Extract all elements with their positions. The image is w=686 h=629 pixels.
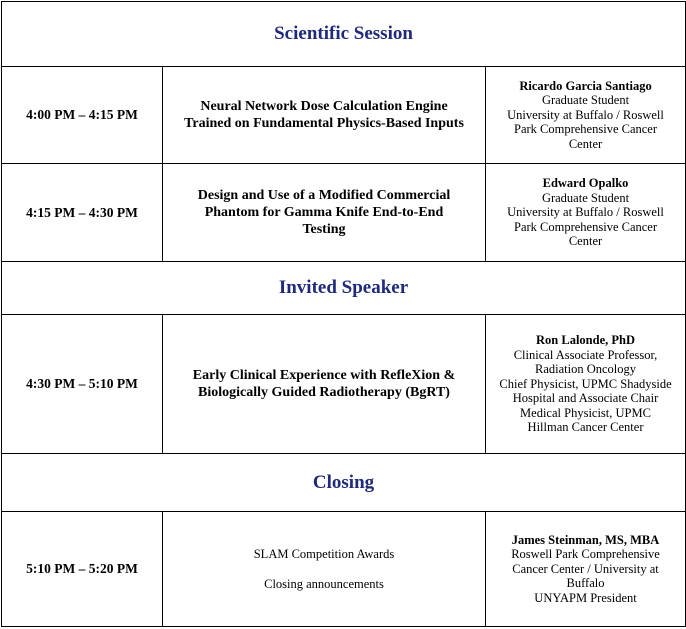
speaker-affiliation: Cancer Center / University at: [512, 561, 659, 576]
speaker-affiliation: Graduate Student: [541, 93, 630, 108]
speaker-info: [486, 67, 686, 164]
speaker-affiliation: University at Buffalo / Roswell: [507, 107, 664, 122]
session-row: [2, 67, 686, 164]
speaker-affiliation: Roswell Park Comprehensive: [511, 547, 660, 562]
speaker-affiliation: Center: [568, 234, 603, 249]
speaker-affiliation: UNYAPM President: [534, 590, 637, 605]
section-title-closing: Closing: [2, 454, 686, 512]
speaker-affiliation: Hillman Cancer Center: [527, 420, 644, 435]
speaker-affiliation: Park Comprehensive Cancer: [514, 122, 658, 137]
title-line: SLAM Competition Awards: [253, 546, 395, 561]
title-line: Design and Use of a Modified Commercial: [197, 188, 451, 203]
speaker-info: [486, 164, 686, 262]
section-title-scientific: Scientific Session: [2, 2, 686, 67]
session-title: [163, 164, 486, 262]
speaker-affiliation: Center: [568, 136, 603, 151]
session-row: [2, 164, 686, 262]
speaker-affiliation: Buffalo: [566, 576, 605, 591]
speaker-affiliation: Medical Physicist, UPMC: [520, 405, 651, 420]
session-title: [163, 315, 486, 454]
speaker-affiliation: Park Comprehensive Cancer: [514, 219, 658, 234]
title-line: Phantom for Gamma Knife End-to-End: [204, 205, 444, 220]
title-line: Trained on Fundamental Physics-Based Inputs: [184, 116, 464, 131]
speaker-name: Edward Opalko: [542, 176, 629, 191]
session-row: [2, 512, 686, 627]
session-title: [163, 67, 486, 164]
session-row: [2, 315, 686, 454]
title-line: Testing: [302, 222, 346, 237]
speaker-affiliation: Clinical Associate Professor,: [513, 347, 658, 362]
title-line: Early Clinical Experience with RefleXion &: [192, 368, 456, 383]
section-header-row: [2, 2, 686, 67]
speaker-name: James Steinman, MS, MBA: [511, 532, 660, 547]
speaker-info: [486, 315, 686, 454]
speaker-affiliation: Chief Physicist, UPMC Shadyside: [499, 376, 672, 391]
session-time: 5:10 PM – 5:20 PM: [2, 512, 163, 627]
section-header-row: [2, 454, 686, 512]
agenda-table: [1, 1, 686, 627]
title-line: Neural Network Dose Calculation Engine: [200, 99, 448, 114]
section-header-row: [2, 262, 686, 315]
speaker-affiliation: Graduate Student: [541, 190, 630, 205]
session-time: 4:00 PM – 4:15 PM: [2, 67, 163, 164]
session-time: 4:30 PM – 5:10 PM: [2, 315, 163, 454]
speaker-affiliation: Radiation Oncology: [535, 362, 637, 377]
speaker-info: [486, 512, 686, 627]
speaker-name: Ricardo Garcia Santiago: [519, 78, 652, 93]
speaker-affiliation: University at Buffalo / Roswell: [507, 205, 664, 220]
speaker-affiliation: Hospital and Associate Chair: [512, 391, 659, 406]
speaker-name: Ron Lalonde, PhD: [536, 332, 635, 347]
session-title: [163, 512, 486, 627]
title-line: Biologically Guided Radiotherapy (BgRT): [198, 385, 450, 400]
title-line: Closing announcements: [264, 576, 384, 591]
session-time: 4:15 PM – 4:30 PM: [2, 164, 163, 262]
section-title-invited: Invited Speaker: [2, 262, 686, 315]
